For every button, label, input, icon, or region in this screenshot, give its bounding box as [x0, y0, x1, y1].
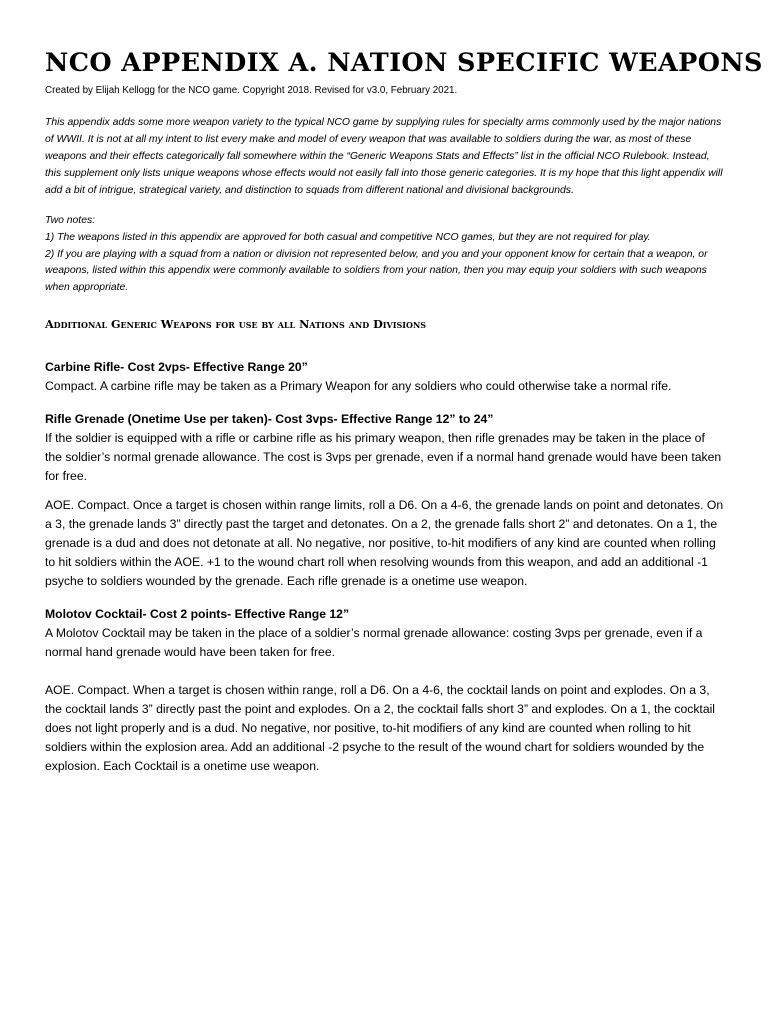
note-item-1: 1) The weapons listed in this appendix are approved for both casual and competitive NCO games, but they are not required for play.	[45, 231, 651, 243]
weapon-molotov-cocktail	[45, 605, 725, 776]
weapon-rules: AOE. Compact. Once a target is chosen within range limits, roll a D6. On a 4-6, the grenade lands on point and detonates. On a 3, the grenade lands 3” directly past the target and detonates. On a 2, the grenade falls short 2” and detonates. On a 1, the grenade is a dud and does not detonate at all. No negative, nor positive, to-hit modifiers of any kind are counted when rolling to hit soldiers within the AOE. +1 to the wound chart roll when resolving wounds from this weapon, and add an additional -1 psyche to soldiers wounded by the grenade. Each rifle grenade is a onetime use weapon.	[45, 497, 724, 588]
weapon-name: Carbine Rifle- Cost 2vps- Effective Range 20”	[45, 359, 308, 374]
note-item-2: 2) If you are playing with a squad from a nation or division not represented below, and you and your opponent know for certain that a weapon, or weapons, listed within this appendix were commonly available to soldiers from your nation, then you may equip your soldiers with such weapons when appropriate.	[45, 248, 708, 294]
weapon-description: A Molotov Cocktail may be taken in the place of a soldier’s normal grenade allowance: costing 3vps per grenade, even if a normal hand grenade would have been taken for free.	[45, 625, 703, 659]
intro-paragraph	[45, 114, 725, 199]
section-heading: Additional Generic Weapons for use by all Nations and Divisions	[45, 316, 427, 331]
weapon-carbine-rifle	[45, 358, 725, 396]
notes-heading: Two notes:	[45, 215, 96, 226]
weapon-description: Compact. A carbine rifle may be taken as a Primary Weapon for any soldiers who could otherwise take a normal rife.	[45, 378, 672, 393]
notes-block	[45, 213, 725, 297]
document-page	[45, 48, 763, 776]
credit-line: Created by Elijah Kellogg for the NCO game. Copyright 2018. Revised for v3.0, February 2021.	[45, 85, 458, 96]
weapon-name: Molotov Cocktail- Cost 2 points- Effective Range 12”	[45, 606, 350, 621]
page-title: NCO APPENDIX A. NATION SPECIFIC WEAPONS	[45, 48, 763, 78]
weapon-rifle-grenade	[45, 410, 725, 591]
weapon-description: If the soldier is equipped with a rifle or carbine rifle as his primary weapon, then rifle grenades may be taken in the place of the soldier’s normal grenade allowance. The cost is 3vps per grenade, even if a normal hand grenade would have been taken for free.	[45, 430, 722, 483]
weapon-rules: AOE. Compact. When a target is chosen within range, roll a D6. On a 4-6, the cocktail lands on point and explodes. On a 3, the cocktail lands 3” directly past the point and explodes. On a 2, the cocktail falls short 3” and explodes. On a 1, the cocktail does not light properly and is a dud. No negative, nor positive, to-hit modifiers of any kind are counted when rolling to hit soldiers within the explosion area. Add an additional -2 psyche to the result of the wound chart for soldiers wounded by the explosion. Each Cocktail is a onetime use weapon.	[45, 682, 716, 773]
weapon-name: Rifle Grenade (Onetime Use per taken)- Cost 3vps- Effective Range 12” to 24”	[45, 411, 494, 426]
intro-text: This appendix adds some more weapon variety to the typical NCO game by supplying rules for specialty arms commonly used by the major nations of WWII. It is not at all my intent to list every make and model of every weapon that was available to soldiers during the war, as most of these weapons and their effects categorically fall somewhere within the “Generic Weapons Stats and Effects” list in the official NCO Rulebook. Instead, this supplement only lists unique weapons whose effects would not easily fall into those generic categories. It is my hope that this light appendix will add a bit of intrigue, strategical variety, and distinction to squads from different national and divisional backgrounds.	[45, 117, 723, 196]
